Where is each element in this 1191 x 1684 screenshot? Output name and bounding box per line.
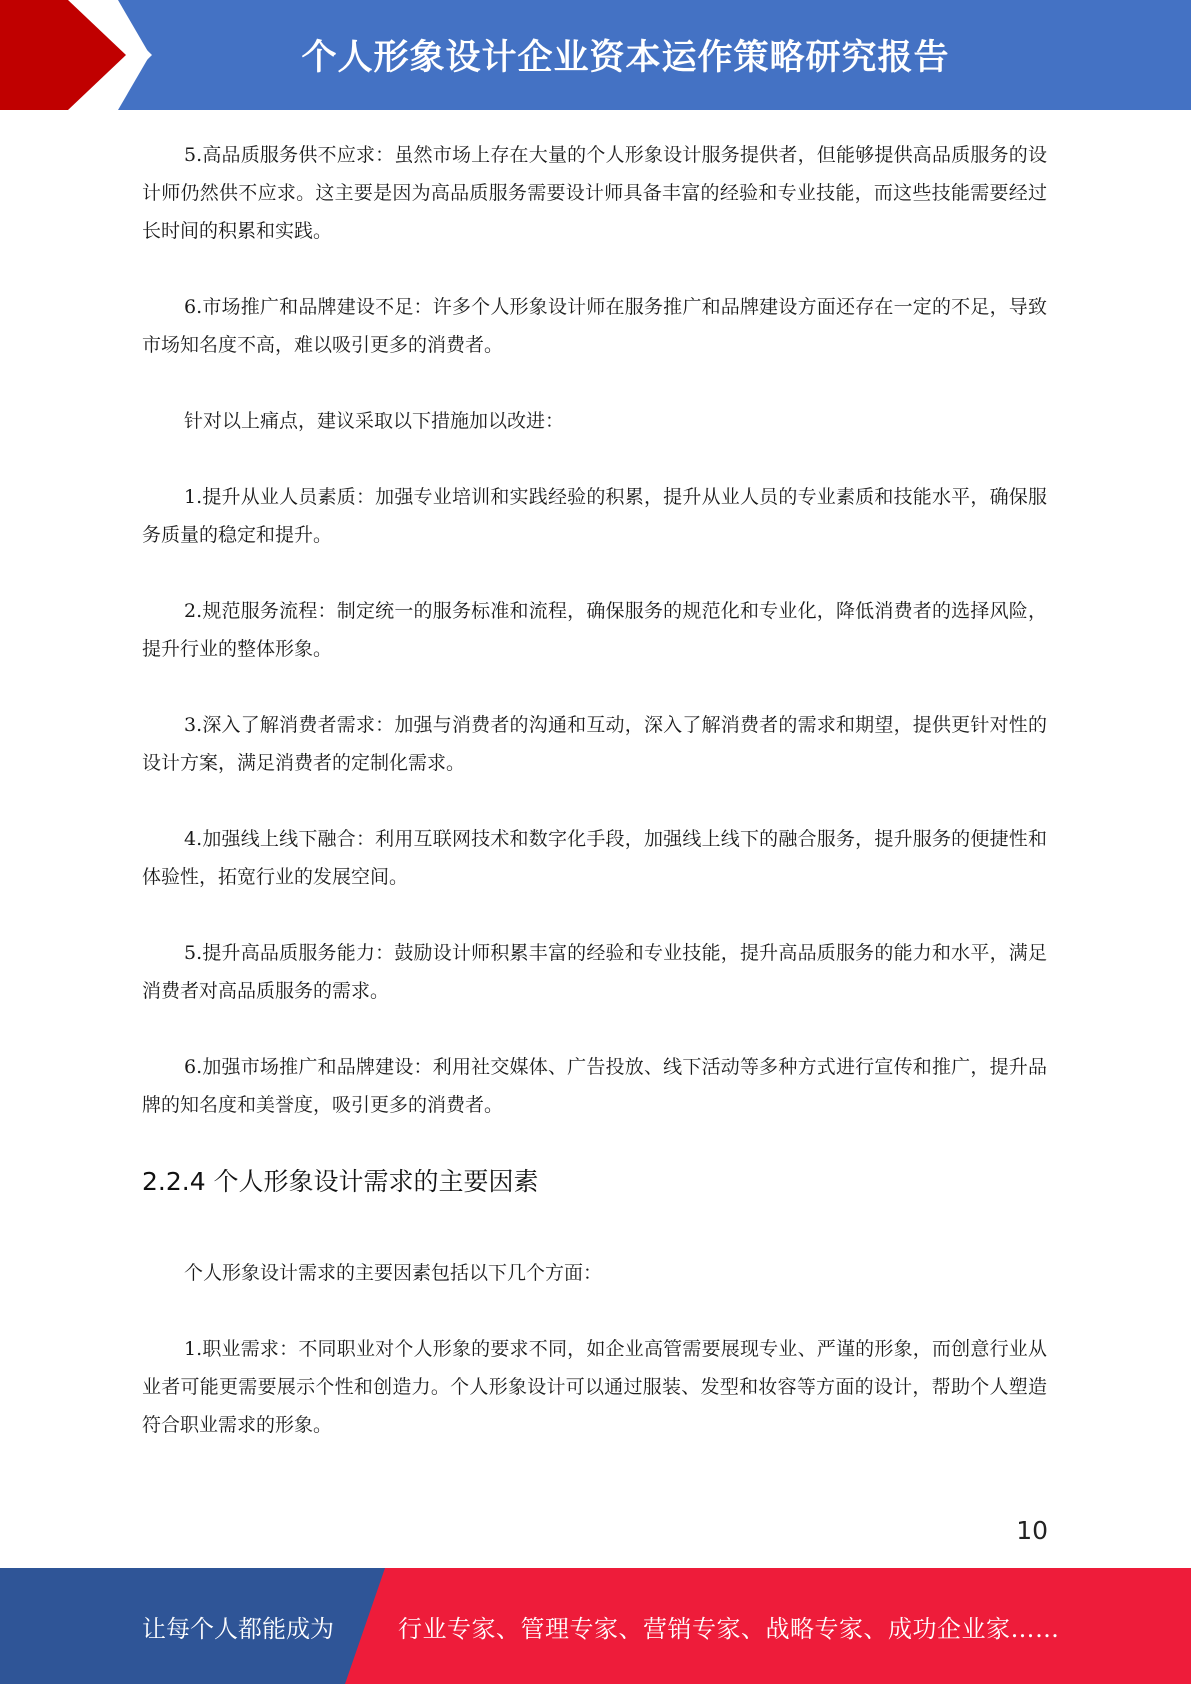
paragraph: 2.规范服务流程：制定统一的服务标准和流程，确保服务的规范化和专业化，降低消费者的选择风险，提升行业的整体形象。: [142, 600, 1047, 660]
document-title: 个人形象设计企业资本运作策略研究报告: [301, 38, 950, 78]
page-header: [0, 0, 1191, 110]
page-footer: [0, 1568, 1191, 1684]
paragraph: 针对以上痛点，建议采取以下措施加以改进：: [184, 410, 565, 432]
paragraph: 6.加强市场推广和品牌建设：利用社交媒体、广告投放、线下活动等多种方式进行宣传和推广，提升品牌的知名度和美誉度，吸引更多的消费者。: [142, 1056, 1047, 1116]
paragraph: 6.市场推广和品牌建设不足：许多个人形象设计师在服务推广和品牌建设方面还存在一定的不足，导致市场知名度不高，难以吸引更多的消费者。: [142, 296, 1047, 356]
section-heading: 2.2.4 个人形象设计需求的主要因素: [142, 1167, 539, 1196]
footer-slogan-right: 行业专家、管理专家、营销专家、战略专家、成功企业家……: [398, 1614, 1060, 1643]
document-body: [142, 136, 1047, 1482]
footer-slogan-left: 让每个人都能成为: [142, 1614, 334, 1643]
paragraph: 1.职业需求：不同职业对个人形象的要求不同，如企业高管需要展现专业、严谨的形象，而创意行业从业者可能更需要展示个性和创造力。个人形象设计可以通过服装、发型和妆容等方面的设计，帮助个人塑造符合职业需求的形象。: [142, 1338, 1047, 1436]
paragraph: 4.加强线上线下融合：利用互联网技术和数字化手段，加强线上线下的融合服务，提升服务的便捷性和体验性，拓宽行业的发展空间。: [142, 828, 1047, 888]
paragraph: 5.高品质服务供不应求：虽然市场上存在大量的个人形象设计服务提供者，但能够提供高品质服务的设计师仍然供不应求。这主要是因为高品质服务需要设计师具备丰富的经验和专业技能，而这些技能需要经过长时间的积累和实践。: [142, 144, 1047, 242]
paragraph: 3.深入了解消费者需求：加强与消费者的沟通和互动，深入了解消费者的需求和期望，提供更针对性的设计方案，满足消费者的定制化需求。: [142, 714, 1047, 774]
paragraph: 个人形象设计需求的主要因素包括以下几个方面：: [184, 1262, 603, 1284]
header-ribbon-graphic: [0, 0, 160, 110]
page-number: 10: [1016, 1516, 1048, 1545]
paragraph: 5.提升高品质服务能力：鼓励设计师积累丰富的经验和专业技能，提升高品质服务的能力和水平，满足消费者对高品质服务的需求。: [142, 942, 1047, 1002]
paragraph: 1.提升从业人员素质：加强专业培训和实践经验的积累，提升从业人员的专业素质和技能水平，确保服务质量的稳定和提升。: [142, 486, 1047, 546]
